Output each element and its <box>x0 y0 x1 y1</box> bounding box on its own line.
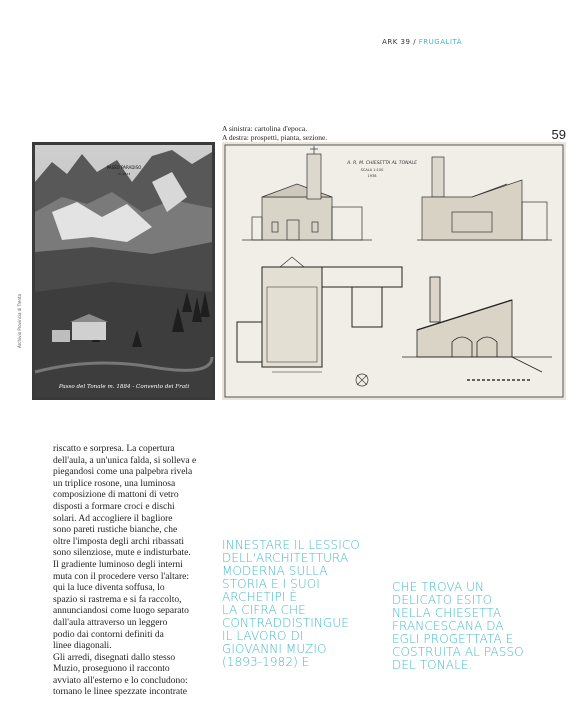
body-text-line: Il gradiente luminoso degli interni <box>53 559 183 570</box>
section-name: FRUGALITÀ <box>418 38 462 46</box>
drawing-year: 1938 <box>367 174 377 178</box>
body-text-line: Gli arredi, disegnati dallo stesso <box>53 652 176 663</box>
caption-line-2: A destra: prospetti, pianta, sezione. <box>222 133 328 142</box>
pull-quote-line: CHE TROVA UN <box>392 580 485 594</box>
drawing-title: A. R. M. CHIESETTA AL TONALE <box>347 161 417 166</box>
pull-quote-line: MODERNA SULLA <box>222 564 328 578</box>
pull-quote-line: CONTRADDISTINGUE <box>222 616 349 630</box>
body-text-line: avviato all'esterno e lo concludono: <box>53 675 188 686</box>
pull-quote-line: (1893-1982) E <box>222 655 310 669</box>
pull-quote-line: ARCHETIPI È <box>222 590 298 604</box>
body-text-line: disposti a formare croci e dischi <box>53 501 175 512</box>
body-text-line: un triplice rosone, una luminosa <box>53 478 176 489</box>
body-text-line: oltre l'imposta degli archi ribassati <box>53 536 184 547</box>
body-text-line: dall'aula attraverso un leggero <box>53 617 168 628</box>
pull-quote-line: DELICATO ESITO <box>392 593 493 607</box>
vintage-postcard-image <box>32 142 215 400</box>
pull-quote-left <box>222 539 360 669</box>
postcard-inset-label: PASSO PARADISO <box>106 165 142 170</box>
magazine-issue: ARK 39 <box>382 38 411 46</box>
pull-quote-line: IL LAVORO DI <box>222 629 304 643</box>
body-text-line: dell'aula, a un'unica falda, si solleva e <box>53 455 197 466</box>
caption-line-1: A sinistra: cartolina d'epoca. <box>222 124 308 133</box>
pull-quote-line: LA CIFRA CHE <box>222 603 306 617</box>
body-text-line: sono silenziose, mute e indisturbate. <box>53 548 191 559</box>
body-text-line: spazio si rastrema e si fa raccolto, <box>53 594 182 605</box>
body-text-line: qui la luce diventa soffusa, lo <box>53 583 165 594</box>
body-text-line: composizione di mattoni di vetro <box>53 490 179 501</box>
body-text-line: muta con il procedere verso l'altare: <box>53 571 189 582</box>
body-text-line: linee diagonali. <box>53 641 112 652</box>
postcard-bottom-text: Passo del Tonale m. 1884 - Convento dei Frati <box>58 384 190 390</box>
photo-credit: Archivio Provincia di Trento <box>17 293 22 348</box>
body-text-line: tornano le linee spezzate incontrate <box>53 687 187 698</box>
page-number: 59 <box>551 127 566 142</box>
pull-quote-line: COSTRUITA AL PASSO <box>392 645 524 659</box>
body-text-line: podio dai contorni definiti da <box>53 629 164 640</box>
running-header <box>382 38 462 46</box>
body-text-line: sono pareti rustiche bianche, che <box>53 525 178 536</box>
header-separator: / <box>413 38 417 46</box>
body-text-line: Muzio, proseguono il racconto <box>53 664 170 675</box>
pull-quote-line: NELLA CHIESETTA <box>392 606 502 620</box>
body-text-line: solari. Ad accogliere il bagliore <box>53 513 173 524</box>
pull-quote-line: DEL TONALE. <box>392 658 473 672</box>
body-text-line: annunciandosi come luogo separato <box>53 606 189 617</box>
body-text-line: riscatto e sorpresa. La copertura <box>53 444 175 454</box>
body-text-line: piegandosi come una palpebra rivela <box>53 467 193 478</box>
pull-quote-line: DELL'ARCHITETTURA <box>222 551 349 565</box>
pull-quote-line: INNESTARE IL LESSICO <box>222 538 360 552</box>
architectural-drawing-image <box>222 142 566 400</box>
figure-caption <box>222 124 327 142</box>
drawing-scale: SCALA 1:100 <box>360 168 384 172</box>
pull-quote-line: EGLI PROGETTATA E <box>392 632 514 646</box>
pull-quote-line: GIOVANNI MUZIO <box>222 642 327 656</box>
pull-quote-line: FRANCESCANA DA <box>392 619 504 633</box>
pull-quote-right <box>392 581 524 672</box>
postcard-inset-altitude: m. 2573 <box>117 172 131 176</box>
body-text-column <box>53 444 198 699</box>
pull-quote-line: STORIA E I SUOI <box>222 577 320 591</box>
